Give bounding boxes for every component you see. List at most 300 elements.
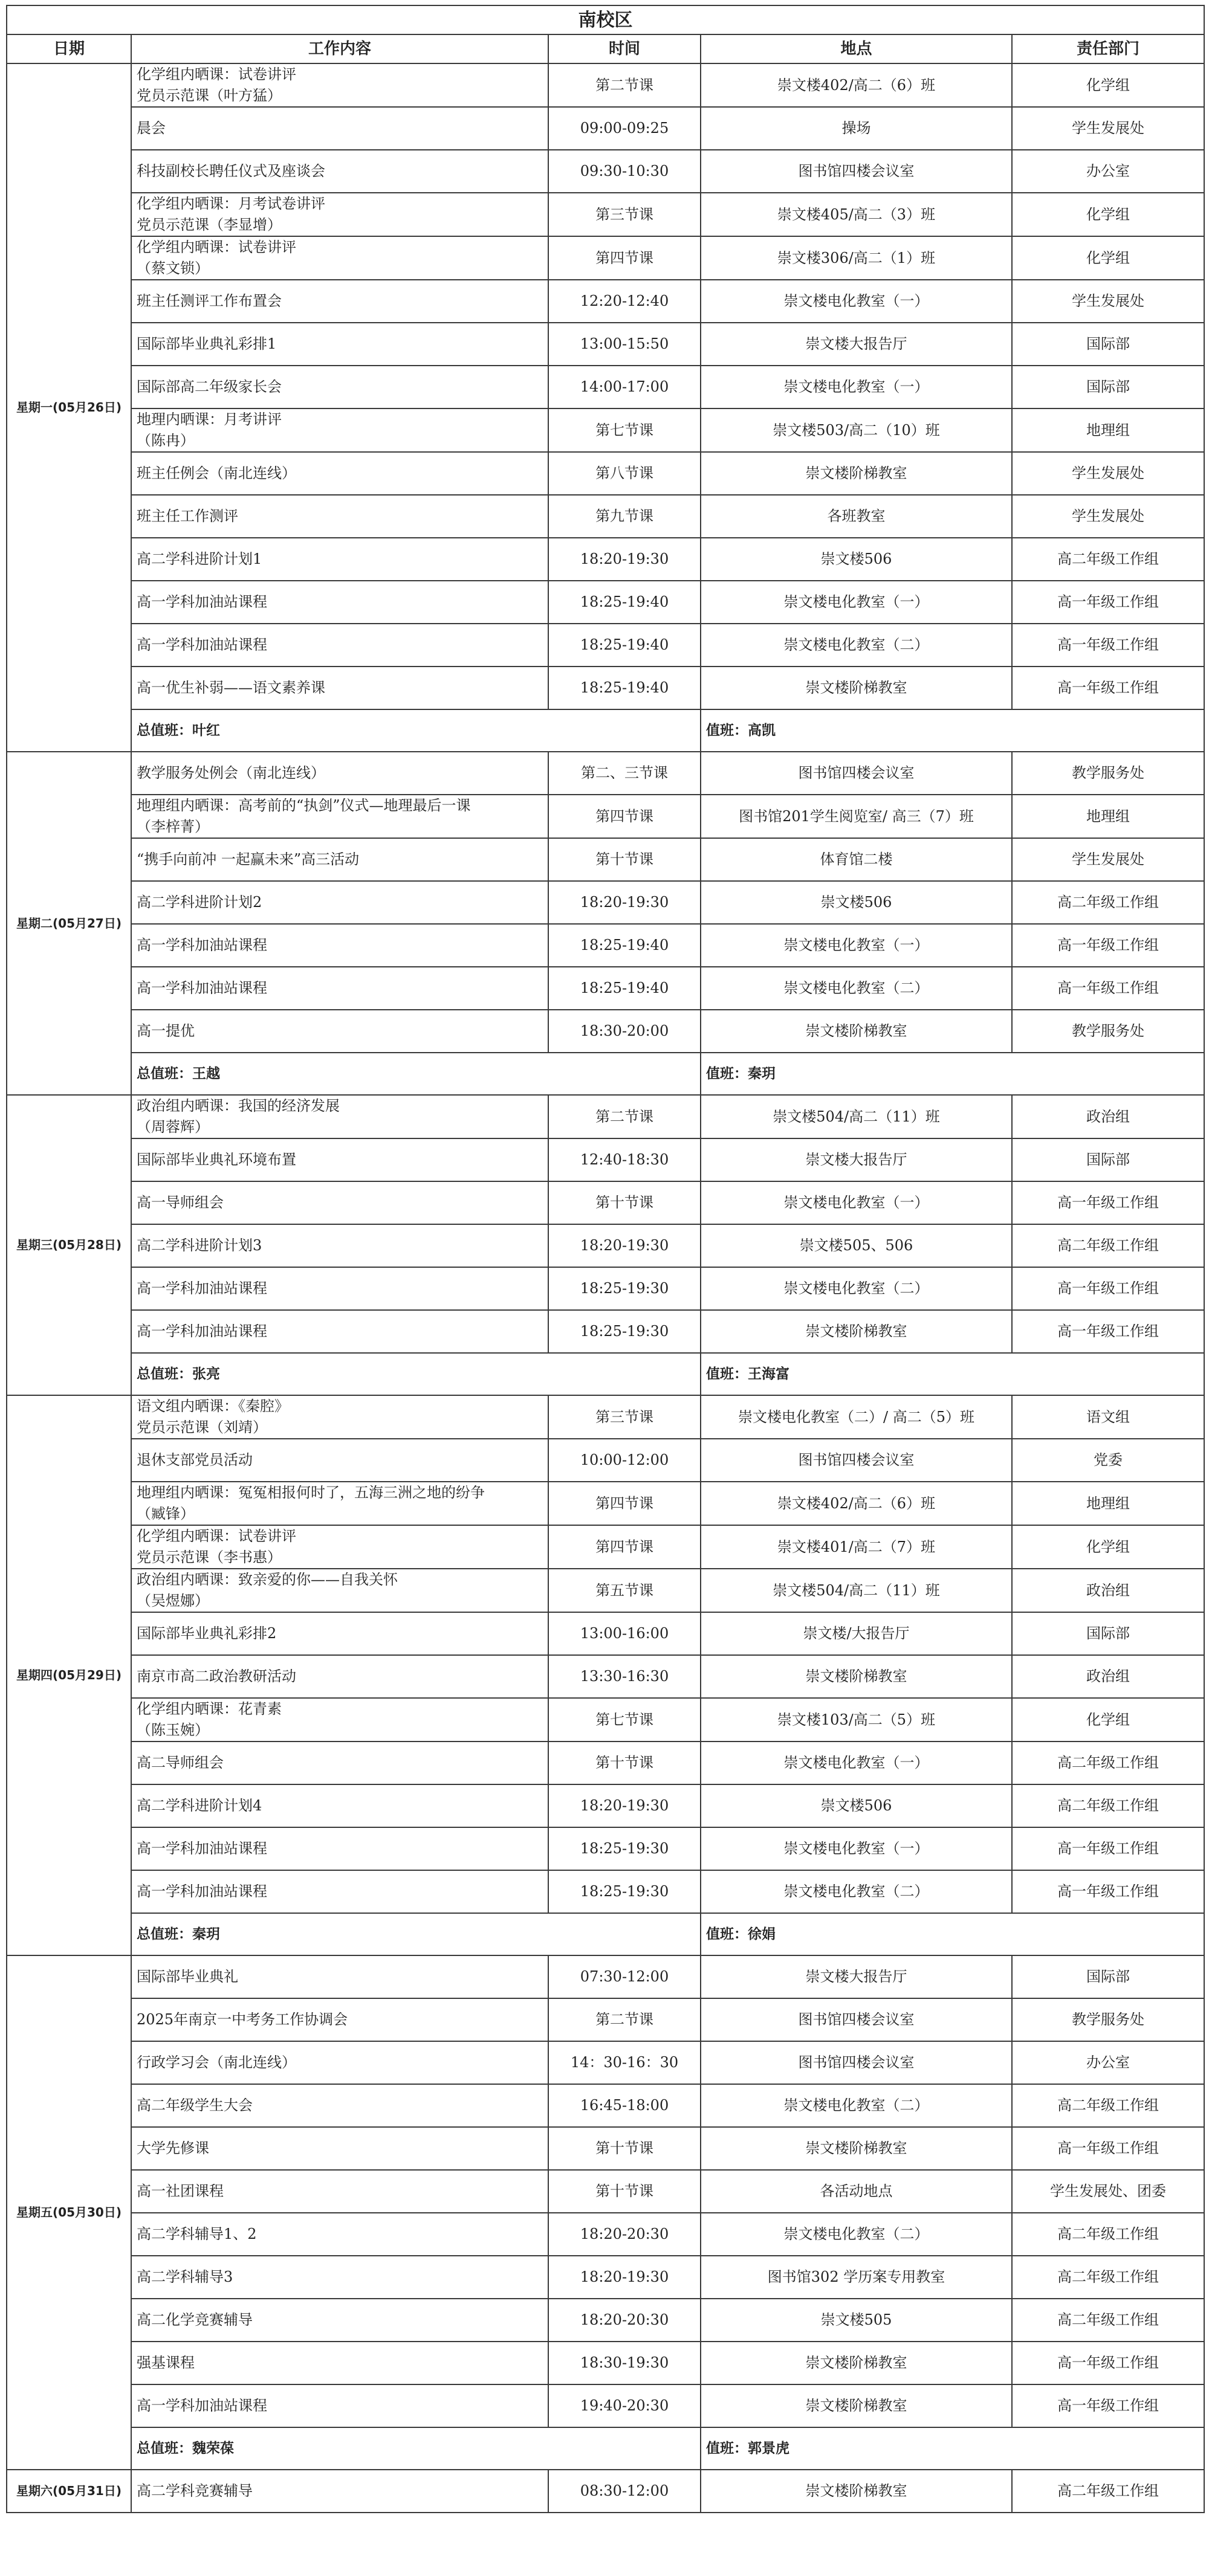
time-cell: 18:20-19:30: [548, 1224, 701, 1267]
time-cell: 18:25-19:30: [548, 1310, 701, 1353]
table-row: [7, 1569, 1204, 1612]
table-row: [7, 1095, 1204, 1138]
table-row: [7, 667, 1204, 709]
time-cell: 12:40-18:30: [548, 1138, 701, 1181]
dept-cell: 高一年级工作组: [1012, 581, 1204, 624]
table-row: [7, 2084, 1204, 2127]
work-content-line: 高二学科进阶计划1: [137, 550, 262, 567]
place-cell: 崇文楼503/高二（10）班: [701, 408, 1012, 452]
work-content: [131, 1827, 548, 1870]
time-cell: 第二节课: [548, 1095, 701, 1138]
work-content-line: 高二学科进阶计划4: [137, 1797, 262, 1814]
day-date: 星期六(05月31日): [7, 2470, 131, 2513]
place-cell: 崇文楼电化教室（一）: [701, 581, 1012, 624]
place-cell: 崇文楼阶梯教室: [701, 2127, 1012, 2170]
work-content-line: （陈玉婉）: [137, 1722, 209, 1738]
work-content-line: 高二学科竞赛辅导: [137, 2482, 253, 2499]
work-content-line: 地理组内晒课：冤冤相报何时了，五海三洲之地的纷争: [137, 1484, 485, 1501]
work-content: [131, 1525, 548, 1569]
work-content-line: 化学组内晒课：试卷讲评: [137, 1528, 296, 1545]
work-content-line: 科技副校长聘任仪式及座谈会: [137, 163, 325, 179]
table-row: [7, 452, 1204, 495]
place-cell: 各活动地点: [701, 2170, 1012, 2213]
work-content-line: 党员示范课（李书惠）: [137, 1549, 282, 1566]
table-row: [7, 236, 1204, 280]
work-content: [131, 881, 548, 924]
day-date: 星期二(05月27日): [7, 752, 131, 1095]
time-cell: 13:00-16:00: [548, 1612, 701, 1655]
work-content-line: 高一学科加油站课程: [137, 1840, 267, 1857]
table-row: [7, 1998, 1204, 2041]
work-content-line: 大学先修课: [137, 2140, 209, 2157]
table-row: [7, 1395, 1204, 1439]
work-content-line: 2025年南京一中考务工作协调会: [137, 2011, 348, 2028]
table-row: [7, 1827, 1204, 1870]
work-content-line: 政治组内晒课：致亲爱的你——自我关怀: [137, 1571, 398, 1588]
work-content-line: 高一学科加油站课程: [137, 1323, 267, 1340]
work-content-line: 高一社团课程: [137, 2183, 224, 2200]
work-content-line: 国际部毕业典礼彩排2: [137, 1625, 277, 1642]
work-content-line: 国际部毕业典礼环境布置: [137, 1151, 296, 1168]
time-cell: 13:00-15:50: [548, 323, 701, 366]
place-cell: 崇文楼阶梯教室: [701, 452, 1012, 495]
place-cell: 崇文楼阶梯教室: [701, 2384, 1012, 2427]
dept-cell: 地理组: [1012, 1482, 1204, 1525]
work-content-line: 国际部高二年级家长会: [137, 378, 282, 395]
dept-cell: 党委: [1012, 1439, 1204, 1482]
duty-row: [7, 2427, 1204, 2470]
dept-cell: 高二年级工作组: [1012, 1742, 1204, 1784]
time-cell: 12:20-12:40: [548, 280, 701, 323]
work-content-line: 强基课程: [137, 2354, 195, 2371]
duty-staff: 值班：徐娟: [701, 1913, 1204, 1955]
table-row: [7, 1784, 1204, 1827]
work-content: [131, 2256, 548, 2299]
time-cell: 14：30-16：30: [548, 2041, 701, 2084]
place-cell: 图书馆201学生阅览室/ 高三（7）班: [701, 795, 1012, 838]
work-content: [131, 452, 548, 495]
work-content-line: 行政学习会（南北连线）: [137, 2054, 296, 2071]
work-content-line: 高二学科辅导3: [137, 2268, 233, 2285]
work-content-line: 党员示范课（刘靖）: [137, 1419, 267, 1436]
time-cell: 09:00-09:25: [548, 107, 701, 150]
duty-row: [7, 709, 1204, 752]
work-content: [131, 2384, 548, 2427]
place-cell: 图书馆四楼会议室: [701, 150, 1012, 193]
work-content-line: 地理组内晒课：高考前的“执剑”仪式—地理最后一课: [137, 797, 471, 814]
work-content-line: 高一学科加油站课程: [137, 980, 267, 996]
work-content-line: （吴煜娜）: [137, 1592, 209, 1609]
work-content-line: 党员示范课（李显增）: [137, 216, 282, 233]
place-cell: 崇文楼大报告厅: [701, 1955, 1012, 1998]
time-cell: 第七节课: [548, 408, 701, 452]
dept-cell: 地理组: [1012, 408, 1204, 452]
time-cell: 18:30-20:00: [548, 1010, 701, 1053]
table-row: [7, 150, 1204, 193]
work-content-line: 政治组内晒课：我国的经济发展: [137, 1097, 340, 1114]
table-row: [7, 2213, 1204, 2256]
time-cell: 第三节课: [548, 1395, 701, 1439]
table-row: [7, 538, 1204, 581]
time-cell: 18:20-19:30: [548, 1784, 701, 1827]
time-cell: 第十节课: [548, 1742, 701, 1784]
dept-cell: 学生发展处: [1012, 280, 1204, 323]
table-row: [7, 1181, 1204, 1224]
time-cell: 18:25-19:30: [548, 1827, 701, 1870]
work-content: [131, 2084, 548, 2127]
time-cell: 18:20-19:30: [548, 2256, 701, 2299]
work-content-line: 高一学科加油站课程: [137, 1280, 267, 1297]
dept-cell: 办公室: [1012, 150, 1204, 193]
place-cell: 崇文楼阶梯教室: [701, 1310, 1012, 1353]
duty-row: [7, 1053, 1204, 1095]
place-cell: 崇文楼电化教室（二）: [701, 1870, 1012, 1913]
dept-cell: 化学组: [1012, 236, 1204, 280]
table-row: [7, 280, 1204, 323]
dept-cell: 高二年级工作组: [1012, 2470, 1204, 2513]
dept-cell: 政治组: [1012, 1095, 1204, 1138]
time-cell: 第十节课: [548, 2170, 701, 2213]
work-content: [131, 1482, 548, 1525]
work-content-line: 化学组内晒课：试卷讲评: [137, 66, 296, 83]
table-row: [7, 795, 1204, 838]
work-content: [131, 2170, 548, 2213]
header-place: 地点: [701, 34, 1012, 63]
work-content: [131, 1395, 548, 1439]
table-row: [7, 581, 1204, 624]
table-row: [7, 1955, 1204, 1998]
time-cell: 第四节课: [548, 795, 701, 838]
time-cell: 第二节课: [548, 63, 701, 107]
place-cell: 崇文楼506: [701, 538, 1012, 581]
duty-chief: 总值班：魏荣葆: [131, 2427, 701, 2470]
place-cell: 崇文楼阶梯教室: [701, 1655, 1012, 1698]
place-cell: 崇文楼阶梯教室: [701, 2342, 1012, 2384]
work-content-line: 化学组内晒课：试卷讲评: [137, 239, 296, 256]
work-content: [131, 2299, 548, 2342]
table-row: [7, 1482, 1204, 1525]
work-content-line: 党员示范课（叶方猛）: [137, 87, 282, 104]
table-row: [7, 495, 1204, 538]
table-row: [7, 924, 1204, 967]
day-date: 星期四(05月29日): [7, 1395, 131, 1955]
work-content-line: 南京市高二政治教研活动: [137, 1668, 296, 1685]
work-content: [131, 581, 548, 624]
day-date: 星期三(05月28日): [7, 1095, 131, 1395]
time-cell: 18:20-19:30: [548, 538, 701, 581]
place-cell: 崇文楼电化教室（一）: [701, 1181, 1012, 1224]
time-cell: 13:30-16:30: [548, 1655, 701, 1698]
time-cell: 第九节课: [548, 495, 701, 538]
work-content-line: 化学组内晒课：月考试卷讲评: [137, 195, 325, 212]
work-content: [131, 193, 548, 236]
dept-cell: 学生发展处: [1012, 838, 1204, 881]
place-cell: 图书馆四楼会议室: [701, 1439, 1012, 1482]
place-cell: 图书馆四楼会议室: [701, 2041, 1012, 2084]
dept-cell: 高一年级工作组: [1012, 967, 1204, 1010]
time-cell: 第五节课: [548, 1569, 701, 1612]
work-content: [131, 1655, 548, 1698]
work-content: [131, 2470, 548, 2513]
table-row: [7, 2299, 1204, 2342]
work-content-line: 班主任测评工作布置会: [137, 292, 282, 309]
duty-chief: 总值班：张亮: [131, 1353, 701, 1395]
dept-cell: 化学组: [1012, 1525, 1204, 1569]
work-content-line: 化学组内晒课：花青素: [137, 1700, 282, 1717]
header-time: 时间: [548, 34, 701, 63]
dept-cell: 政治组: [1012, 1569, 1204, 1612]
work-content: [131, 1010, 548, 1053]
day-date: 星期五(05月30日): [7, 1955, 131, 2470]
work-content-line: 高二化学竞赛辅导: [137, 2311, 253, 2328]
place-cell: 崇文楼306/高二（1）班: [701, 236, 1012, 280]
duty-staff: 值班：高凯: [701, 709, 1204, 752]
dept-cell: 高二年级工作组: [1012, 1224, 1204, 1267]
time-cell: 第十节课: [548, 1181, 701, 1224]
time-cell: 第四节课: [548, 1525, 701, 1569]
time-cell: 18:25-19:40: [548, 581, 701, 624]
time-cell: 18:25-19:40: [548, 967, 701, 1010]
table-row: [7, 1439, 1204, 1482]
dept-cell: 高一年级工作组: [1012, 2384, 1204, 2427]
table-row: [7, 624, 1204, 667]
time-cell: 第十节课: [548, 2127, 701, 2170]
dept-cell: 高一年级工作组: [1012, 1827, 1204, 1870]
table-row: [7, 1224, 1204, 1267]
dept-cell: 教学服务处: [1012, 752, 1204, 795]
work-content-line: （陈冉）: [137, 432, 195, 449]
table-row: [7, 838, 1204, 881]
place-cell: 崇文楼506: [701, 881, 1012, 924]
place-cell: 崇文楼103/高二（5）班: [701, 1698, 1012, 1742]
place-cell: 图书馆四楼会议室: [701, 1998, 1012, 2041]
work-content: [131, 1784, 548, 1827]
dept-cell: 高一年级工作组: [1012, 1870, 1204, 1913]
duty-staff: 值班：秦玥: [701, 1053, 1204, 1095]
place-cell: 崇文楼电化教室（二）: [701, 967, 1012, 1010]
dept-cell: 高二年级工作组: [1012, 2299, 1204, 2342]
time-cell: 18:25-19:40: [548, 624, 701, 667]
place-cell: 崇文楼电化教室（二）: [701, 2213, 1012, 2256]
dept-cell: 高一年级工作组: [1012, 2342, 1204, 2384]
work-content-line: 高二学科进阶计划3: [137, 1237, 262, 1254]
work-content-line: 退休支部党员活动: [137, 1451, 253, 1468]
table-row: [7, 2470, 1204, 2513]
place-cell: 崇文楼504/高二（11）班: [701, 1569, 1012, 1612]
place-cell: 崇文楼阶梯教室: [701, 2470, 1012, 2513]
work-content-line: 地理内晒课：月考讲评: [137, 411, 282, 428]
work-content-line: 国际部毕业典礼彩排1: [137, 335, 277, 352]
place-cell: 崇文楼电化教室（一）: [701, 280, 1012, 323]
dept-cell: 高一年级工作组: [1012, 1267, 1204, 1310]
place-cell: 崇文楼电化教室（一）: [701, 366, 1012, 408]
duty-chief: 总值班：秦玥: [131, 1913, 701, 1955]
dept-cell: 高二年级工作组: [1012, 2256, 1204, 2299]
table-row: [7, 323, 1204, 366]
work-content-line: 国际部毕业典礼: [137, 1968, 238, 1985]
place-cell: 崇文楼电化教室（一）: [701, 1742, 1012, 1784]
place-cell: 崇文楼电化教室（一）: [701, 1827, 1012, 1870]
work-content-line: （李梓菁）: [137, 818, 209, 835]
work-content: [131, 1698, 548, 1742]
dept-cell: 高一年级工作组: [1012, 1310, 1204, 1353]
time-cell: 第四节课: [548, 1482, 701, 1525]
place-cell: 崇文楼401/高二（7）班: [701, 1525, 1012, 1569]
dept-cell: 学生发展处: [1012, 107, 1204, 150]
dept-cell: 高一年级工作组: [1012, 667, 1204, 709]
dept-cell: 学生发展处: [1012, 495, 1204, 538]
time-cell: 第十节课: [548, 838, 701, 881]
work-content-line: 班主任例会（南北连线）: [137, 465, 296, 482]
dept-cell: 政治组: [1012, 1655, 1204, 1698]
work-content: [131, 408, 548, 452]
table-row: [7, 408, 1204, 452]
work-content: [131, 236, 548, 280]
work-content-line: 高二年级学生大会: [137, 2097, 253, 2114]
work-content: [131, 366, 548, 408]
time-cell: 18:30-19:30: [548, 2342, 701, 2384]
dept-cell: 化学组: [1012, 1698, 1204, 1742]
work-content: [131, 323, 548, 366]
table-row: [7, 881, 1204, 924]
time-cell: 08:30-12:00: [548, 2470, 701, 2513]
dept-cell: 国际部: [1012, 1138, 1204, 1181]
place-cell: 崇文楼大报告厅: [701, 1138, 1012, 1181]
time-cell: 18:25-19:40: [548, 667, 701, 709]
duty-row: [7, 1913, 1204, 1955]
work-content-line: 高一导师组会: [137, 1194, 224, 1211]
work-content: [131, 1267, 548, 1310]
dept-cell: 高一年级工作组: [1012, 624, 1204, 667]
time-cell: 10:00-12:00: [548, 1439, 701, 1482]
work-content-line: 高一学科加油站课程: [137, 2397, 267, 2414]
work-content-line: 晨会: [137, 120, 166, 137]
header-content: 工作内容: [131, 34, 548, 63]
table-row: [7, 63, 1204, 107]
place-cell: 崇文楼504/高二（11）班: [701, 1095, 1012, 1138]
work-content: [131, 2342, 548, 2384]
table-row: [7, 1870, 1204, 1913]
work-content-line: （周蓉辉）: [137, 1119, 209, 1135]
schedule-document: [6, 5, 1204, 2513]
dept-cell: 国际部: [1012, 366, 1204, 408]
place-cell: 崇文楼阶梯教室: [701, 1010, 1012, 1053]
table-row: [7, 107, 1204, 150]
work-content: [131, 107, 548, 150]
work-content: [131, 1569, 548, 1612]
table-row: [7, 2170, 1204, 2213]
table-row: [7, 1267, 1204, 1310]
campus-title-row: [7, 5, 1204, 34]
duty-row: [7, 1353, 1204, 1395]
time-cell: 14:00-17:00: [548, 366, 701, 408]
place-cell: 崇文楼电化教室（二）: [701, 1267, 1012, 1310]
dept-cell: 教学服务处: [1012, 1010, 1204, 1053]
time-cell: 第三节课: [548, 193, 701, 236]
duty-chief: 总值班：王越: [131, 1053, 701, 1095]
work-content-line: 高一学科加油站课程: [137, 937, 267, 954]
dept-cell: 高二年级工作组: [1012, 1784, 1204, 1827]
place-cell: 崇文楼电化教室（二）: [701, 2084, 1012, 2127]
work-content: [131, 63, 548, 107]
campus-title: 南校区: [7, 5, 1204, 34]
place-cell: 崇文楼电化教室（二）/ 高二（5）班: [701, 1395, 1012, 1439]
time-cell: 09:30-10:30: [548, 150, 701, 193]
place-cell: 崇文楼402/高二（6）班: [701, 1482, 1012, 1525]
work-content-line: 语文组内晒课：《秦腔》: [137, 1398, 289, 1415]
table-row: [7, 1698, 1204, 1742]
work-content: [131, 1955, 548, 1998]
work-content-line: 高一学科加油站课程: [137, 1883, 267, 1900]
duty-staff: 值班：王海富: [701, 1353, 1204, 1395]
work-content: [131, 2213, 548, 2256]
work-content: [131, 150, 548, 193]
place-cell: 崇文楼电化教室（一）: [701, 924, 1012, 967]
day-date: 星期一(05月26日): [7, 63, 131, 752]
table-row: [7, 2384, 1204, 2427]
table-row: [7, 2256, 1204, 2299]
dept-cell: 办公室: [1012, 2041, 1204, 2084]
dept-cell: 国际部: [1012, 323, 1204, 366]
dept-cell: 高二年级工作组: [1012, 2213, 1204, 2256]
work-content-line: 高二学科辅导1、2: [137, 2226, 257, 2242]
time-cell: 16:45-18:00: [548, 2084, 701, 2127]
dept-cell: 化学组: [1012, 193, 1204, 236]
work-content: [131, 538, 548, 581]
time-cell: 18:20-20:30: [548, 2213, 701, 2256]
table-row: [7, 1612, 1204, 1655]
table-row: [7, 366, 1204, 408]
table-row: [7, 1138, 1204, 1181]
work-content: [131, 1439, 548, 1482]
place-cell: 崇文楼电化教室（二）: [701, 624, 1012, 667]
dept-cell: 高一年级工作组: [1012, 1181, 1204, 1224]
place-cell: 崇文楼大报告厅: [701, 323, 1012, 366]
work-content: [131, 1224, 548, 1267]
place-cell: 崇文楼505、506: [701, 1224, 1012, 1267]
work-content: [131, 1612, 548, 1655]
work-content: [131, 1138, 548, 1181]
work-content: [131, 967, 548, 1010]
work-content: [131, 1998, 548, 2041]
work-content-line: 班主任工作测评: [137, 508, 238, 525]
dept-cell: 高一年级工作组: [1012, 924, 1204, 967]
dept-cell: 地理组: [1012, 795, 1204, 838]
time-cell: 第四节课: [548, 236, 701, 280]
time-cell: 18:25-19:40: [548, 924, 701, 967]
table-row: [7, 967, 1204, 1010]
place-cell: 各班教室: [701, 495, 1012, 538]
work-content-line: 高一提优: [137, 1022, 195, 1039]
time-cell: 第二、三节课: [548, 752, 701, 795]
dept-cell: 国际部: [1012, 1955, 1204, 1998]
work-content: [131, 1870, 548, 1913]
work-content: [131, 1181, 548, 1224]
work-content: [131, 924, 548, 967]
table-row: [7, 2127, 1204, 2170]
table-row: [7, 752, 1204, 795]
work-content: [131, 667, 548, 709]
work-content-line: 高二学科进阶计划2: [137, 894, 262, 911]
time-cell: 18:20-19:30: [548, 881, 701, 924]
time-cell: 18:20-20:30: [548, 2299, 701, 2342]
dept-cell: 国际部: [1012, 1612, 1204, 1655]
work-content: [131, 795, 548, 838]
work-content: [131, 2041, 548, 2084]
place-cell: 图书馆302 学历案专用教室: [701, 2256, 1012, 2299]
place-cell: 崇文楼402/高二（6）班: [701, 63, 1012, 107]
work-content: [131, 838, 548, 881]
